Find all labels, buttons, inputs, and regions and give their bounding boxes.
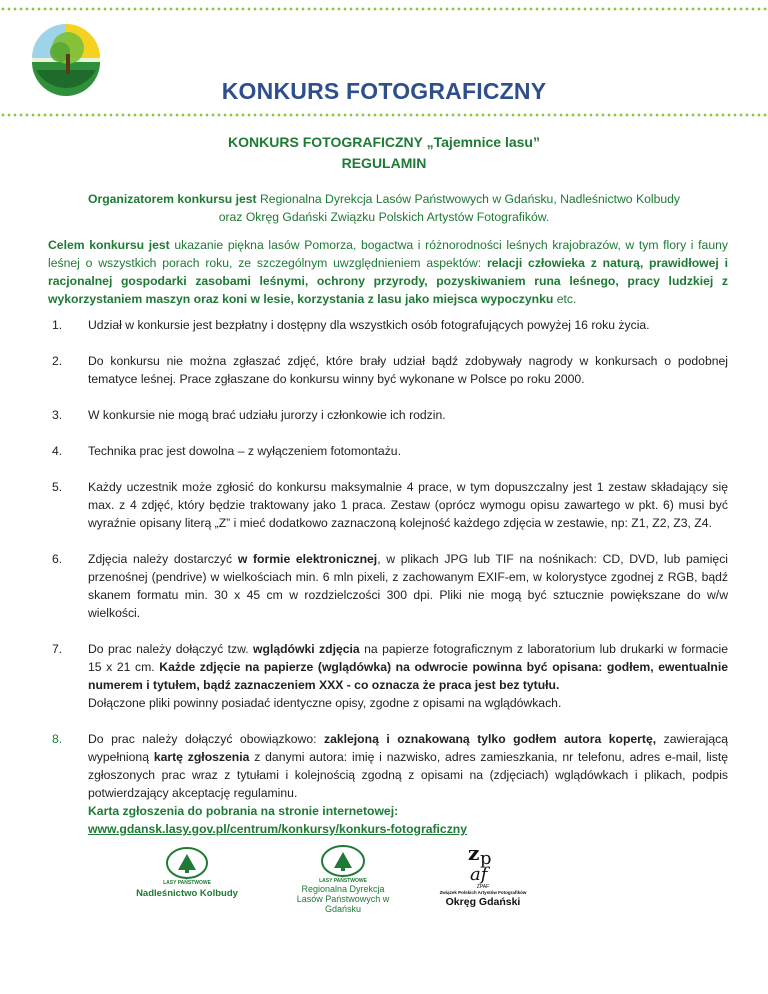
zpaf-mark-text: ZPAF — [476, 884, 490, 890]
rule-number: 1. — [52, 318, 63, 332]
rdlp-label-line1: Regionalna Dyrekcja — [301, 884, 385, 894]
rule-number: 4. — [52, 444, 63, 458]
regulations-heading: REGULAMIN — [341, 155, 427, 171]
lasy-panstwowe-seal-icon — [318, 844, 368, 878]
rule-text: Technika prac jest dowolna – z wyłączeniem fotomontażu. — [88, 444, 401, 458]
goal-lead: Celem konkursu jest — [48, 238, 170, 252]
entry-form-link[interactable]: www.gdansk.lasy.gov.pl/centrum/konkursy/konkurs-fotograficzny — [88, 822, 468, 836]
rule-item — [48, 442, 728, 460]
rule-number: 6. — [52, 552, 63, 566]
organizer-lead: Organizatorem konkursu jest — [87, 192, 257, 206]
download-note: Karta zgłoszenia do pobrania na stronie internetowej: — [88, 804, 399, 818]
rule-text: z danymi autora: imię i nazwisko, adres zamieszkania, nr telefonu, adres e-mail, listę zgłoszonych prac wraz z tytułami i kolejnością zgodną z opisami na (zdjęciach) wglądówkach i plikach, podpis potwierdzający akceptację regulaminu. — [88, 750, 729, 800]
rule-item — [48, 640, 728, 712]
rule-text-bold: wglądówki zdjęcia — [253, 642, 360, 656]
rdlp-logo — [278, 844, 408, 914]
zpaf-mark-icon — [462, 840, 504, 884]
rule-item — [48, 352, 728, 388]
rule-number: 7. — [52, 642, 63, 656]
kolbudy-label: Nadleśnictwo Kolbudy — [136, 888, 238, 899]
rdlp-label-line2: Lasów Państwowych w Gdańsku — [296, 894, 390, 914]
zpaf-label: Okręg Gdański — [445, 896, 521, 908]
goal-paragraph — [48, 236, 728, 308]
organizer-text-1: Regionalna Dyrekcja Lasów Państwowych w Gdańsku, Nadleśnictwo Kolbudy — [256, 192, 681, 206]
goal-aspects: relacji człowieka z naturą, prawidłowej i racjonalnej gospodarki zasobami leśnymi, ochrony przyrody, pozyskiwaniem runa leśnego, pracy ludzkiej z wykorzystaniem maszyn oraz koni w lesie, korzystania z lasu jako miejsca wypoczynku — [48, 256, 728, 306]
rule-number: 2. — [52, 354, 63, 368]
organizer-text-2: oraz Okręg Gdański Związku Polskich Artystów Fotografików. — [218, 210, 550, 224]
zpaf-small-label: Związek Polskich Artystów Fotografików — [439, 890, 527, 895]
rule-number: 5. — [52, 480, 63, 494]
rule-item — [48, 550, 728, 622]
zpaf-logo — [428, 840, 538, 908]
rule-item — [48, 316, 728, 334]
rule-text-bold: Każde zdjęcie na papierze (wglądówka) na odwrocie powinna być opisana: godłem, ewentualnie numerem i tytułem, bądź zaznaczeniem XXX - co oznacza że praca jest bez tytułu. — [88, 660, 728, 692]
rule-text: Do prac należy dołączyć obowiązkowo: — [88, 732, 324, 746]
rules-list — [48, 316, 728, 838]
rule-text: Udział w konkursie jest bezpłatny i dostępny dla wszystkich osób fotografujących powyżej 16 roku życia. — [88, 318, 650, 332]
goal-text: ukazanie piękna lasów Pomorza, bogactwa i różnorodności leśnych krajobrazów, w tym flory i fauny leśnej o wszystkich porach roku, ze szczególnym uwzględnieniem aspektów: — [48, 238, 728, 270]
rule-number: 3. — [52, 408, 63, 422]
seal-text: LASY PAŃSTWOWE — [163, 880, 211, 886]
rule-item — [48, 478, 728, 532]
svg-text:af: af — [470, 864, 488, 884]
svg-text:z: z — [468, 841, 480, 865]
svg-text:p: p — [480, 848, 492, 869]
rule-text: Każdy uczestnik może zgłosić do konkursu maksymalnie 4 prace, w tym dopuszczalny jest 1 zestaw składający się max. z 4 zdjęć, który będzie traktowany jako 1 praca. Zestaw (oprócz wymogu opisu zawartego w pkt. 6) musi być wyraźnie opisany literą „Z” i mieć dodatkowo zaznaczoną kolejność każdego zdjęcia w zestawie, np: Z1, Z2, Z3, Z4. — [88, 480, 728, 530]
rule-text: zawierającą wypełnioną — [88, 732, 728, 764]
lasy-panstwowe-seal-icon — [164, 846, 210, 880]
rule-number: 8. — [52, 732, 63, 746]
rule-text-bold: kartę zgłoszenia — [153, 750, 250, 764]
rule-text-bold: zaklejoną i oznakowaną tylko godłem autora kopertę, — [323, 732, 657, 746]
rule-item — [48, 406, 728, 424]
top-dotted-border — [0, 7, 768, 11]
contest-name: KONKURS FOTOGRAFICZNY „Tajemnice lasu” — [228, 134, 540, 150]
rule-text: Do konkursu nie można zgłaszać zdjęć, które brały udział bądź zdobywały nagrody w konkursach o podobnej tematyce leśnej. Prace zgłaszane do konkursu winny być wykonane w Polsce po roku 2000. — [88, 354, 728, 386]
rule-item — [48, 730, 728, 838]
rule-text-bold: w formie elektronicznej — [237, 552, 378, 566]
rule-text: Zdjęcia należy dostarczyć — [88, 552, 238, 566]
kolbudy-logo — [132, 846, 242, 899]
rule-text: , w plikach JPG lub TIF na nośnikach: CD, DVD, lub pamięci przenośnej (pendrive) w wielkościach min. 6 mln pixeli, z zachowanym EXIF-em, w kolorystyce zgodnej z RGB, bądź skanem formatu min. 30 x 45 cm w rozdzielczości 300 dpi. Pliki nie mogą być sztucznie powiększane do w/w wielkości. — [88, 552, 728, 620]
rule-text: Dołączone pliki powinny posiadać identyczne opisy, zgodne z opisami na wglądówkach. — [88, 696, 562, 710]
rule-text: W konkursie nie mogą brać udziału jurorzy i członkowie ich rodzin. — [88, 408, 446, 422]
page-title: KONKURS FOTOGRAFICZNY — [221, 78, 547, 104]
goal-tail: etc. — [553, 292, 577, 306]
rule-text: Do prac należy dołączyć tzw. — [88, 642, 254, 656]
rule-text: na papierze fotograficznym z laboratorium lub drukarki w formacie 15 x 21 cm. — [88, 642, 728, 674]
seal-text: LASY PAŃSTWOWE — [319, 878, 367, 884]
title-dotted-divider — [0, 113, 768, 117]
organizer-paragraph — [40, 190, 728, 226]
